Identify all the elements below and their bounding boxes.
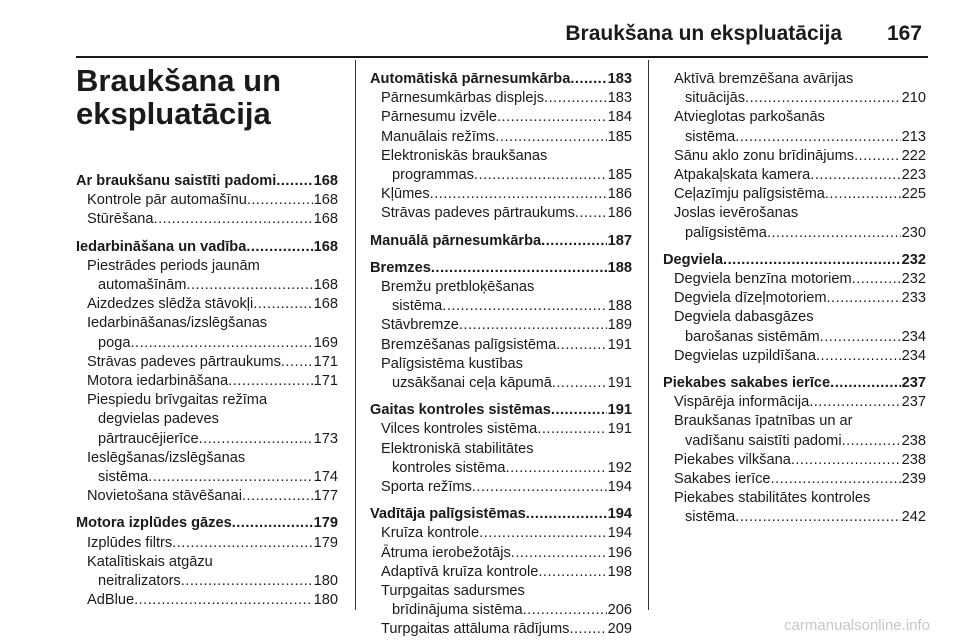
- toc-entry[interactable]: [370, 478, 632, 497]
- toc-entry[interactable]: [370, 147, 632, 166]
- toc-entry-text: Vilces kontroles sistēma: [381, 421, 538, 438]
- column-divider: [648, 60, 649, 610]
- toc-entry[interactable]: [76, 468, 338, 487]
- toc-entry-text: Piekabes vilkšana: [674, 451, 791, 468]
- toc-entry[interactable]: [76, 257, 338, 276]
- toc-entry-text: Kļūmes: [381, 186, 430, 203]
- toc-entry[interactable]: [76, 210, 338, 229]
- toc-page-number: 237: [901, 394, 926, 411]
- dot-leader: [820, 328, 901, 347]
- toc-entry-text: sistēma: [98, 469, 149, 486]
- dot-leader: [246, 238, 312, 257]
- dot-leader: [827, 289, 901, 308]
- dot-leader: [232, 514, 313, 533]
- toc-entry[interactable]: [370, 185, 632, 204]
- toc-page-number: 186: [607, 186, 632, 203]
- toc-section-entry[interactable]: [370, 232, 632, 251]
- toc-entry-text: Motora iedarbināšana: [87, 373, 229, 390]
- toc-entry[interactable]: [663, 489, 926, 508]
- toc-page-number: 194: [607, 479, 632, 496]
- toc-page-number: 225: [901, 186, 926, 203]
- dot-leader: [816, 347, 901, 366]
- toc-page-number: 191: [607, 375, 632, 392]
- toc-entry[interactable]: [76, 391, 338, 410]
- toc-entry-text: sistēma: [685, 509, 736, 526]
- toc-entry-text: Motora izplūdes gāzes: [76, 515, 232, 532]
- toc-page-number: 198: [607, 563, 632, 580]
- dot-leader: [228, 372, 312, 391]
- toc-page-number: 183: [607, 90, 632, 107]
- toc-page-number: 192: [607, 459, 632, 476]
- toc-entry-text: Automātiskā pārnesumkārba: [370, 71, 571, 87]
- toc-page-number: 171: [313, 353, 338, 370]
- toc-page-number: 179: [313, 534, 338, 551]
- dot-leader: [199, 430, 313, 449]
- toc-page-number: 168: [313, 296, 338, 313]
- toc-entry[interactable]: [76, 430, 338, 449]
- toc-entry-text: Manuālā pārnesumkārba: [370, 232, 542, 249]
- dot-leader: [771, 470, 901, 489]
- toc-entry[interactable]: [76, 314, 338, 333]
- dot-leader: [523, 601, 607, 620]
- dot-leader: [767, 224, 901, 243]
- toc-column-2: [370, 70, 632, 640]
- toc-entry[interactable]: [76, 295, 338, 314]
- toc-page-number: 196: [607, 544, 632, 561]
- toc-page-number: 171: [313, 373, 338, 390]
- toc-page-number: 168: [313, 238, 338, 255]
- toc-page-number: 177: [313, 488, 338, 505]
- toc-entry-text: Kruīza kontrole: [381, 525, 480, 542]
- toc-entry-text: Degviela dabasgāzes: [674, 309, 814, 326]
- header-page-number: 167: [886, 22, 922, 45]
- toc-entry-text: Strāvas padeves pārtraukums: [87, 353, 281, 370]
- toc-entry-text: Degviela: [663, 251, 724, 268]
- dot-leader: [830, 374, 900, 393]
- toc-entry[interactable]: [76, 487, 338, 506]
- toc-entry[interactable]: [663, 270, 926, 289]
- toc-entry-text: Manuālais režīms: [381, 128, 496, 145]
- toc-page-number: 174: [313, 469, 338, 486]
- toc-entry[interactable]: [370, 128, 632, 147]
- toc-page-number: 242: [901, 509, 926, 526]
- toc-entry[interactable]: [663, 432, 926, 451]
- toc-entry[interactable]: [370, 204, 632, 223]
- toc-page-number: 234: [901, 347, 926, 364]
- dot-leader: [745, 89, 901, 108]
- toc-entry-text: poga: [98, 334, 131, 351]
- toc-entry-text: Sānu aklo zonu brīdinājums: [674, 147, 855, 164]
- dot-leader: [551, 401, 607, 420]
- toc-entry-text: Degvielas uzpildīšana: [674, 347, 816, 364]
- toc-section-entry[interactable]: [370, 259, 632, 278]
- dot-leader: [154, 210, 313, 229]
- toc-entry-text: Strāvas padeves pārtraukums: [381, 205, 575, 222]
- toc-page-number: 169: [313, 334, 338, 351]
- toc-entry-text: Aktīvā bremzēšana avārijas: [674, 71, 854, 87]
- toc-section-entry[interactable]: [370, 70, 632, 89]
- dot-leader: [253, 295, 312, 314]
- toc-column-3: [663, 70, 926, 528]
- toc-page-number: 239: [901, 471, 926, 488]
- toc-page-number: 185: [607, 128, 632, 145]
- toc-page-number: 230: [901, 224, 926, 241]
- toc-entry-text: Stūrēšana: [87, 211, 154, 228]
- dot-leader: [511, 544, 607, 563]
- dot-leader: [723, 251, 901, 270]
- toc-entry-text: Palīgsistēma kustības: [381, 355, 523, 372]
- dot-leader: [459, 316, 607, 335]
- dot-leader: [852, 270, 901, 289]
- toc-entry-text: Ceļazīmju palīgsistēma: [674, 186, 825, 203]
- toc-entry-text: vadīšanu saistīti padomi: [685, 432, 842, 449]
- toc-entry-text: Atpakaļskata kamera: [674, 167, 811, 184]
- toc-entry[interactable]: [663, 412, 926, 431]
- toc-entry[interactable]: [370, 108, 632, 127]
- toc-page-number: 194: [607, 506, 632, 523]
- toc-page-number: 233: [901, 290, 926, 307]
- toc-entry-text: sistēma: [392, 298, 443, 315]
- toc-entry-text: Vadītāja palīgsistēmas: [370, 506, 526, 523]
- toc-entry[interactable]: [370, 440, 632, 459]
- toc-entry-text: Piespiedu brīvgaitas režīma: [87, 392, 268, 409]
- dot-leader: [181, 572, 313, 591]
- toc-entry[interactable]: [663, 308, 926, 327]
- dot-leader: [474, 166, 607, 185]
- dot-leader: [495, 128, 606, 147]
- toc-entry[interactable]: [370, 544, 632, 563]
- toc-page-number: 187: [607, 232, 632, 249]
- toc-page-number: 238: [901, 451, 926, 468]
- toc-page-number: 210: [901, 90, 926, 107]
- header-title: Braukšana un ekspluatācija: [565, 22, 842, 45]
- toc-entry-text: Degviela dīzeļmotoriem: [674, 290, 827, 307]
- toc-entry[interactable]: [370, 524, 632, 543]
- toc-entry-text: Ar braukšanu saistīti padomi: [76, 173, 277, 189]
- dot-leader: [276, 172, 312, 191]
- toc-section-entry[interactable]: [663, 374, 926, 393]
- toc-entry-text: Katalītiskais atgāzu: [87, 553, 213, 570]
- toc-column-1: [76, 172, 338, 610]
- dot-leader: [810, 166, 900, 185]
- toc-entry[interactable]: [663, 70, 926, 89]
- toc-page-number: 180: [313, 573, 338, 590]
- toc-page-number: 206: [607, 602, 632, 619]
- toc-entry-text: Sporta režīms: [381, 479, 472, 496]
- toc-page-number: 173: [313, 430, 338, 447]
- toc-entry[interactable]: [76, 353, 338, 372]
- toc-entry-text: Sakabes ierīce: [674, 471, 771, 488]
- toc-page-number: 191: [607, 421, 632, 438]
- toc-page-number: 209: [607, 621, 632, 638]
- toc-page-number: 191: [607, 402, 632, 419]
- toc-entry[interactable]: [370, 355, 632, 374]
- toc-entry-text: Iedarbināšana un vadība: [76, 238, 247, 255]
- toc-entry[interactable]: [663, 393, 926, 412]
- toc-entry-text: kontroles sistēma: [392, 459, 506, 476]
- toc-entry-text: Bremzes: [370, 259, 431, 276]
- toc-entry[interactable]: [370, 89, 632, 108]
- toc-page-number: 232: [901, 251, 926, 268]
- toc-entry-text: Bremzēšanas palīgsistēma: [381, 336, 557, 353]
- dot-leader: [186, 276, 312, 295]
- dot-leader: [735, 508, 900, 527]
- toc-entry[interactable]: [370, 620, 632, 639]
- toc-entry-text: uzsākšanai ceļa kāpumā: [392, 375, 552, 392]
- dot-leader: [281, 353, 313, 372]
- dot-leader: [575, 204, 607, 223]
- dot-leader: [569, 620, 606, 639]
- toc-entry-text: Ieslēgšanas/izslēgšanas: [87, 449, 246, 466]
- toc-page-number: 185: [607, 167, 632, 184]
- dot-leader: [442, 297, 606, 316]
- toc-entry-text: Novietošana stāvēšanai: [87, 488, 242, 505]
- toc-page-number: 238: [901, 432, 926, 449]
- toc-page-number: 188: [607, 298, 632, 315]
- toc-entry[interactable]: [76, 372, 338, 391]
- dot-leader: [497, 108, 607, 127]
- dot-leader: [247, 191, 313, 210]
- toc-entry-text: neitralizators: [98, 573, 181, 590]
- toc-page-number: 188: [607, 259, 632, 276]
- column-divider: [355, 60, 356, 610]
- toc-entry[interactable]: [76, 449, 338, 468]
- toc-entry-text: pārtraucējierīce: [98, 430, 199, 447]
- toc-page-number: 180: [313, 592, 338, 609]
- dot-leader: [791, 451, 901, 470]
- toc-entry-text: Izplūdes filtrs: [87, 534, 173, 551]
- dot-leader: [431, 259, 607, 278]
- toc-page-number: 168: [313, 173, 338, 189]
- toc-section-entry[interactable]: [76, 514, 338, 533]
- toc-page-number: 179: [313, 515, 338, 532]
- toc-entry-text: Turpgaitas attāluma rādījums: [381, 621, 570, 638]
- toc-entry-text: Elektroniskās braukšanas: [381, 147, 548, 164]
- toc-entry[interactable]: [663, 204, 926, 223]
- toc-entry-text: Piestrādes periods jaunām: [87, 257, 260, 274]
- toc-entry[interactable]: [663, 89, 926, 108]
- toc-section-entry[interactable]: [663, 251, 926, 270]
- dot-leader: [854, 147, 901, 166]
- toc-entry[interactable]: [663, 289, 926, 308]
- dot-leader: [842, 432, 901, 451]
- toc-page-number: 213: [901, 128, 926, 145]
- toc-entry-text: Pārnesumkārbas displejs: [381, 90, 545, 107]
- dot-leader: [134, 591, 313, 610]
- toc-entry-text: palīgsistēma: [685, 224, 767, 241]
- toc-entry[interactable]: [663, 328, 926, 347]
- toc-section-entry[interactable]: [370, 505, 632, 524]
- toc-entry-text: brīdinājuma sistēma: [392, 602, 523, 619]
- toc-entry-text: sistēma: [685, 128, 736, 145]
- toc-entry[interactable]: [663, 470, 926, 489]
- toc-entry-text: Aizdedzes slēdža stāvokļi: [87, 296, 254, 313]
- watermark: carmanualsonline.info: [784, 617, 930, 634]
- toc-entry-text: situācijās: [685, 90, 746, 107]
- dot-leader: [506, 459, 607, 478]
- toc-entry[interactable]: [663, 508, 926, 527]
- toc-entry[interactable]: [76, 572, 338, 591]
- toc-page-number: 222: [901, 147, 926, 164]
- toc-entry[interactable]: [370, 459, 632, 478]
- toc-entry[interactable]: [663, 347, 926, 366]
- dot-leader: [825, 185, 901, 204]
- dot-leader: [130, 334, 312, 353]
- dot-leader: [526, 505, 607, 524]
- toc-entry-text: Elektroniskā stabilitātes: [381, 440, 534, 457]
- toc-entry[interactable]: [370, 297, 632, 316]
- toc-page-number: 191: [607, 336, 632, 353]
- toc-entry[interactable]: [663, 128, 926, 147]
- toc-entry[interactable]: [663, 166, 926, 185]
- toc-entry[interactable]: [663, 185, 926, 204]
- dot-leader: [172, 534, 312, 553]
- dot-leader: [537, 420, 606, 439]
- dot-leader: [538, 563, 606, 582]
- toc-entry-text: Atvieglotas parkošanās: [674, 109, 825, 126]
- toc-entry[interactable]: [76, 334, 338, 353]
- toc-entry[interactable]: [76, 591, 338, 610]
- toc-entry-text: Braukšanas īpatnības un ar: [674, 413, 853, 430]
- toc-entry-text: automašīnām: [98, 277, 187, 294]
- toc-entry[interactable]: [370, 601, 632, 620]
- dot-leader: [556, 336, 606, 355]
- toc-entry[interactable]: [76, 276, 338, 295]
- dot-leader: [541, 232, 607, 251]
- toc-entry[interactable]: [76, 410, 338, 429]
- toc-section-entry[interactable]: [76, 238, 338, 257]
- toc-page-number: 223: [901, 167, 926, 184]
- toc-entry[interactable]: [76, 191, 338, 210]
- toc-entry-text: Bremžu pretbloķēšanas: [381, 279, 535, 296]
- toc-entry-text: Pārnesumu izvēle: [381, 109, 497, 126]
- toc-page-number: 189: [607, 317, 632, 334]
- chapter-title: Braukšana un ekspluatācija: [76, 63, 282, 132]
- toc-page-number: 183: [607, 71, 632, 87]
- toc-entry[interactable]: [76, 553, 338, 572]
- toc-entry[interactable]: [76, 534, 338, 553]
- toc-entry-text: Ātruma ierobežotājs: [381, 544, 511, 561]
- toc-entry[interactable]: [370, 336, 632, 355]
- toc-entry[interactable]: [370, 316, 632, 335]
- dot-leader: [552, 374, 607, 393]
- dot-leader: [544, 89, 607, 108]
- toc-entry[interactable]: [663, 224, 926, 243]
- toc-entry-text: Piekabes stabilitātes kontroles: [674, 490, 871, 507]
- dot-leader: [479, 524, 606, 543]
- toc-entry-text: Kontrole pār automašīnu: [87, 192, 247, 209]
- toc-page-number: 234: [901, 328, 926, 345]
- dot-leader: [148, 468, 312, 487]
- toc-page-number: 168: [313, 192, 338, 209]
- toc-page-number: 194: [607, 525, 632, 542]
- toc-entry-text: degvielas padeves: [98, 411, 219, 428]
- toc-entry-text: Joslas ievērošanas: [674, 205, 799, 222]
- toc-page-number: 186: [607, 205, 632, 222]
- toc-entry-text: Piekabes sakabes ierīce: [663, 375, 831, 392]
- toc-entry-text: Stāvbremze: [381, 317, 459, 334]
- toc-entry-text: Degviela benzīna motoriem: [674, 271, 852, 288]
- toc-entry-text: Adaptīvā kruīza kontrole: [381, 563, 539, 580]
- toc-entry-text: Turpgaitas sadursmes: [381, 583, 525, 600]
- toc-page-number: 168: [313, 211, 338, 228]
- dot-leader: [430, 185, 607, 204]
- toc-page-number: 184: [607, 109, 632, 126]
- toc-entry[interactable]: [370, 420, 632, 439]
- toc-page-number: 232: [901, 271, 926, 288]
- toc-section-entry[interactable]: [370, 401, 632, 420]
- dot-leader: [809, 393, 900, 412]
- dot-leader: [472, 478, 607, 497]
- toc-entry-text: Gaitas kontroles sistēmas: [370, 402, 551, 419]
- toc-entry[interactable]: [663, 108, 926, 127]
- toc-entry[interactable]: [370, 563, 632, 582]
- toc-entry[interactable]: [370, 166, 632, 185]
- toc-entry[interactable]: [370, 374, 632, 393]
- toc-page-number: 237: [901, 375, 926, 392]
- toc-entry-text: programmas: [392, 167, 474, 184]
- toc-entry-text: Vispārēja informācija: [674, 394, 810, 411]
- toc-entry[interactable]: [663, 147, 926, 166]
- toc-entry[interactable]: [370, 582, 632, 601]
- toc-entry[interactable]: [370, 278, 632, 297]
- toc-page-number: 168: [313, 277, 338, 294]
- header-rule: [76, 56, 928, 58]
- toc-entry-text: barošanas sistēmām: [685, 328, 820, 345]
- dot-leader: [242, 487, 313, 506]
- dot-leader: [735, 128, 900, 147]
- toc-entry-text: AdBlue: [87, 592, 135, 609]
- toc-entry[interactable]: [663, 451, 926, 470]
- toc-entry-text: Iedarbināšanas/izslēgšanas: [87, 315, 268, 332]
- toc-section-entry[interactable]: [76, 172, 338, 191]
- dot-leader: [570, 70, 606, 89]
